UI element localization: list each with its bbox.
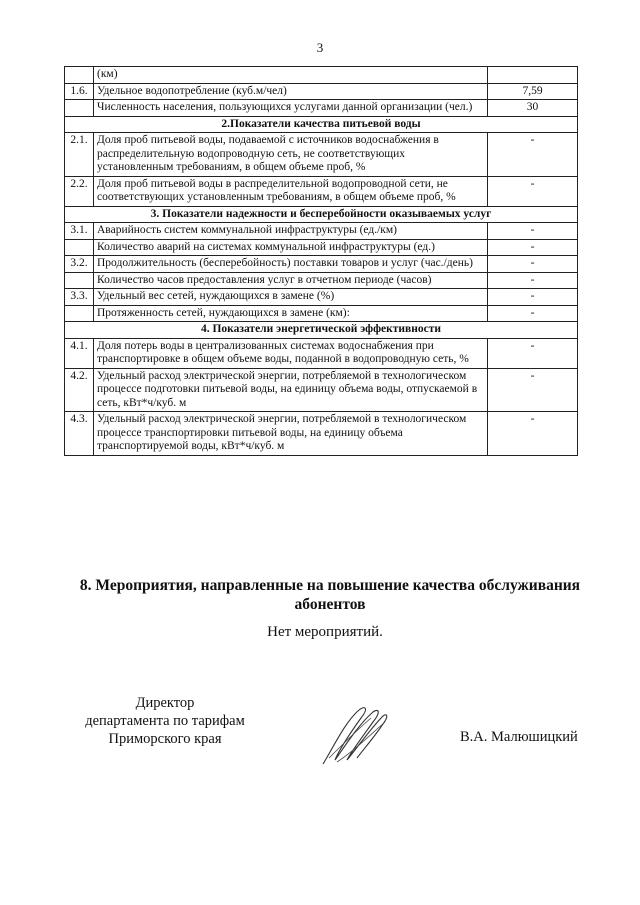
section-header-row bbox=[65, 206, 578, 223]
indicator-value: - bbox=[488, 305, 578, 322]
section-8-heading: 8. Мероприятия, направленные на повышение качества обслуживания абонентов bbox=[79, 577, 581, 613]
indicator-label: Аварийность систем коммунальной инфраструктуры (ед./км) bbox=[94, 223, 488, 240]
indicators-table bbox=[64, 66, 578, 456]
row-number: 4.1. bbox=[65, 338, 94, 368]
section-title: 2.Показатели качества питьевой воды bbox=[65, 116, 578, 133]
no-measures-text: Нет мероприятий. bbox=[267, 624, 383, 640]
table-row bbox=[65, 412, 578, 456]
table-row bbox=[65, 368, 578, 412]
indicator-label: Количество часов предоставления услуг в отчетном периоде (часов) bbox=[94, 272, 488, 289]
indicator-value: - bbox=[488, 338, 578, 368]
table-row bbox=[65, 305, 578, 322]
table-row bbox=[65, 133, 578, 177]
row-number bbox=[65, 239, 94, 256]
table-row bbox=[65, 223, 578, 240]
section-title: 4. Показатели энергетической эффективности bbox=[65, 322, 578, 339]
row-number: 3.2. bbox=[65, 256, 94, 273]
table-row bbox=[65, 239, 578, 256]
row-number: 4.3. bbox=[65, 412, 94, 456]
row-number: 3.3. bbox=[65, 289, 94, 306]
indicator-label: Доля проб питьевой воды, подаваемой с источников водоснабжения в распределительную водопроводную сеть, не соответствующих установленным требованиям, в общем объеме проб, % bbox=[94, 133, 488, 177]
row-number bbox=[65, 67, 94, 84]
table-row bbox=[65, 83, 578, 100]
table-row bbox=[65, 100, 578, 117]
indicator-label: Количество аварий на системах коммунальной инфраструктуры (ед.) bbox=[94, 239, 488, 256]
page-number: 3 bbox=[316, 40, 324, 55]
indicator-value: - bbox=[488, 256, 578, 273]
indicator-label: Удельный расход электрической энергии, потребляемой в технологическом процессе подготовки питьевой воды, на единицу объема воды, отпускаемой в сеть, кВт*ч/куб. м bbox=[94, 368, 488, 412]
row-number: 3.1. bbox=[65, 223, 94, 240]
row-number: 2.1. bbox=[65, 133, 94, 177]
table-row bbox=[65, 256, 578, 273]
indicator-label: (км) bbox=[94, 67, 488, 84]
handwritten-signature bbox=[315, 700, 395, 770]
indicator-value: - bbox=[488, 272, 578, 289]
indicator-label: Удельный расход электрической энергии, потребляемой в технологическом процессе транспортировки питьевой воды, на единицу объема транспортируемой воды, кВт*ч/куб. м bbox=[94, 412, 488, 456]
row-number bbox=[65, 272, 94, 289]
indicator-value: - bbox=[488, 412, 578, 456]
table-row bbox=[65, 272, 578, 289]
signer-title-line-2: департамента по тарифам bbox=[85, 713, 245, 729]
indicator-label: Доля потерь воды в централизованных системах водоснабжения при транспортировке в общем объеме воды, поданной в водопроводную сеть, % bbox=[94, 338, 488, 368]
row-number: 1.6. bbox=[65, 83, 94, 100]
indicator-label: Продолжительность (бесперебойность) поставки товаров и услуг (час./день) bbox=[94, 256, 488, 273]
signer-title-line-1: Директор bbox=[135, 695, 195, 711]
indicator-value: - bbox=[488, 239, 578, 256]
indicator-label: Численность населения, пользующихся услугами данной организации (чел.) bbox=[94, 100, 488, 117]
signer-name: В.А. Малюшицкий bbox=[460, 729, 578, 745]
row-number bbox=[65, 100, 94, 117]
section-header-row bbox=[65, 116, 578, 133]
indicators-table-body bbox=[65, 67, 578, 456]
table-row bbox=[65, 289, 578, 306]
table-row bbox=[65, 67, 578, 84]
signer-title-line-3: Приморского края bbox=[108, 731, 222, 747]
row-number bbox=[65, 305, 94, 322]
table-row bbox=[65, 176, 578, 206]
indicator-value: 30 bbox=[488, 100, 578, 117]
indicator-value: 7,59 bbox=[488, 83, 578, 100]
signer-title bbox=[60, 694, 270, 748]
row-number: 2.2. bbox=[65, 176, 94, 206]
indicator-label: Удельный вес сетей, нуждающихся в замене (%) bbox=[94, 289, 488, 306]
indicator-label: Удельное водопотребление (куб.м/чел) bbox=[94, 83, 488, 100]
indicator-label: Доля проб питьевой воды в распределительной водопроводной сети, не соответствующих установленным требованиям, в общем объеме проб, % bbox=[94, 176, 488, 206]
indicator-value: - bbox=[488, 223, 578, 240]
indicator-value: - bbox=[488, 368, 578, 412]
indicator-value: - bbox=[488, 133, 578, 177]
indicator-value bbox=[488, 67, 578, 84]
indicator-label: Протяженность сетей, нуждающихся в замене (км): bbox=[94, 305, 488, 322]
row-number: 4.2. bbox=[65, 368, 94, 412]
section-header-row bbox=[65, 322, 578, 339]
section-title: 3. Показатели надежности и бесперебойности оказываемых услуг bbox=[65, 206, 578, 223]
indicator-value: - bbox=[488, 176, 578, 206]
indicator-value: - bbox=[488, 289, 578, 306]
table-row bbox=[65, 338, 578, 368]
